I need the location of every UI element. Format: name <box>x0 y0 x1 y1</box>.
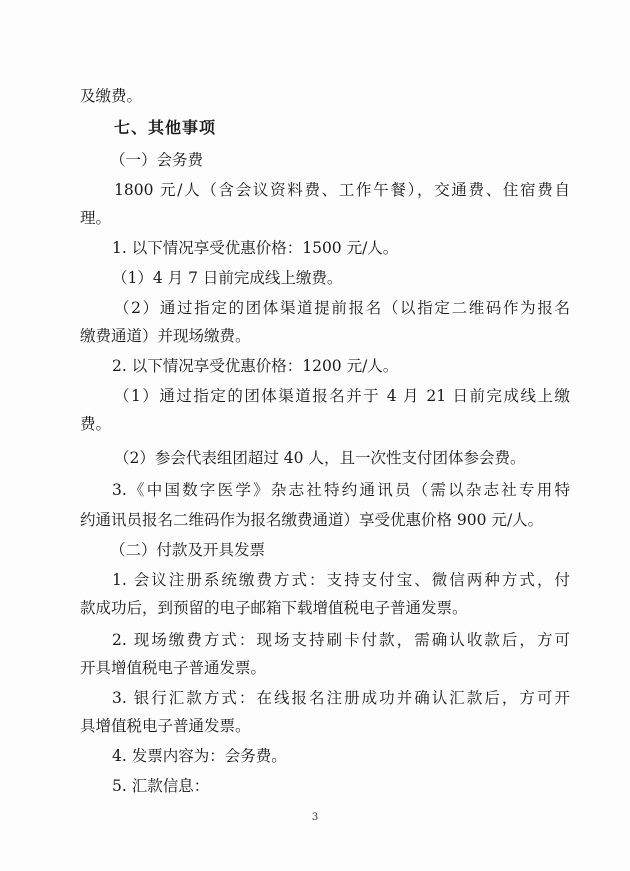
list-item: 4. 发票内容为：会务费。 <box>112 747 287 765</box>
paragraph-line: 缴费通道）并现场缴费。 <box>80 327 251 345</box>
paragraph-line: 款成功后，到预留的电子邮箱下载增值税电子普通发票。 <box>80 599 468 617</box>
paragraph-line: 理。 <box>80 209 112 227</box>
list-item: 5. 汇款信息： <box>112 777 210 795</box>
subsection-heading: （一）会务费 <box>110 151 204 169</box>
page-number: 3 <box>311 812 319 823</box>
list-item: （2）参会代表组团超过 40 人，且一次性支付团体参会费。 <box>114 449 526 467</box>
subsection-heading: （二）付款及开具发票 <box>110 541 266 559</box>
list-item: 3. 银行汇款方式：在线报名注册成功并确认汇款后，方可开 <box>112 689 570 707</box>
list-item: 2. 以下情况享受优惠价格：1200 元/人。 <box>112 357 399 375</box>
paragraph-line: 1800 元/人（含会议资料费、工作午餐），交通费、住宿费自 <box>114 181 570 199</box>
paragraph-line: 具增值税电子普通发票。 <box>80 717 251 735</box>
paragraph-line: 约通讯员报名二维码作为报名缴费通道）享受优惠价格 900 元/人。 <box>80 511 544 529</box>
paragraph-line: 费。 <box>80 415 112 433</box>
paragraph-line: 开具增值税电子普通发票。 <box>80 659 267 677</box>
list-item: 3.《中国数字医学》杂志社特约通讯员（需以杂志社专用特 <box>112 481 570 499</box>
list-item: 1. 以下情况享受优惠价格：1500 元/人。 <box>112 239 399 257</box>
list-item: （1）4 月 7 日前完成线上缴费。 <box>112 269 343 287</box>
paragraph-line: 及缴费。 <box>80 87 143 105</box>
list-item: 1. 会议注册系统缴费方式：支持支付宝、微信两种方式，付 <box>112 571 570 589</box>
section-heading: 七、其他事项 <box>114 118 217 137</box>
list-item: 2. 现场缴费方式：现场支持刷卡付款，需确认收款后，方可 <box>112 631 570 649</box>
list-item: （1）通过指定的团体渠道报名并于 4 月 21 日前完成线上缴 <box>114 387 570 405</box>
list-item: （2）通过指定的团体渠道提前报名（以指定二维码作为报名 <box>114 299 570 317</box>
